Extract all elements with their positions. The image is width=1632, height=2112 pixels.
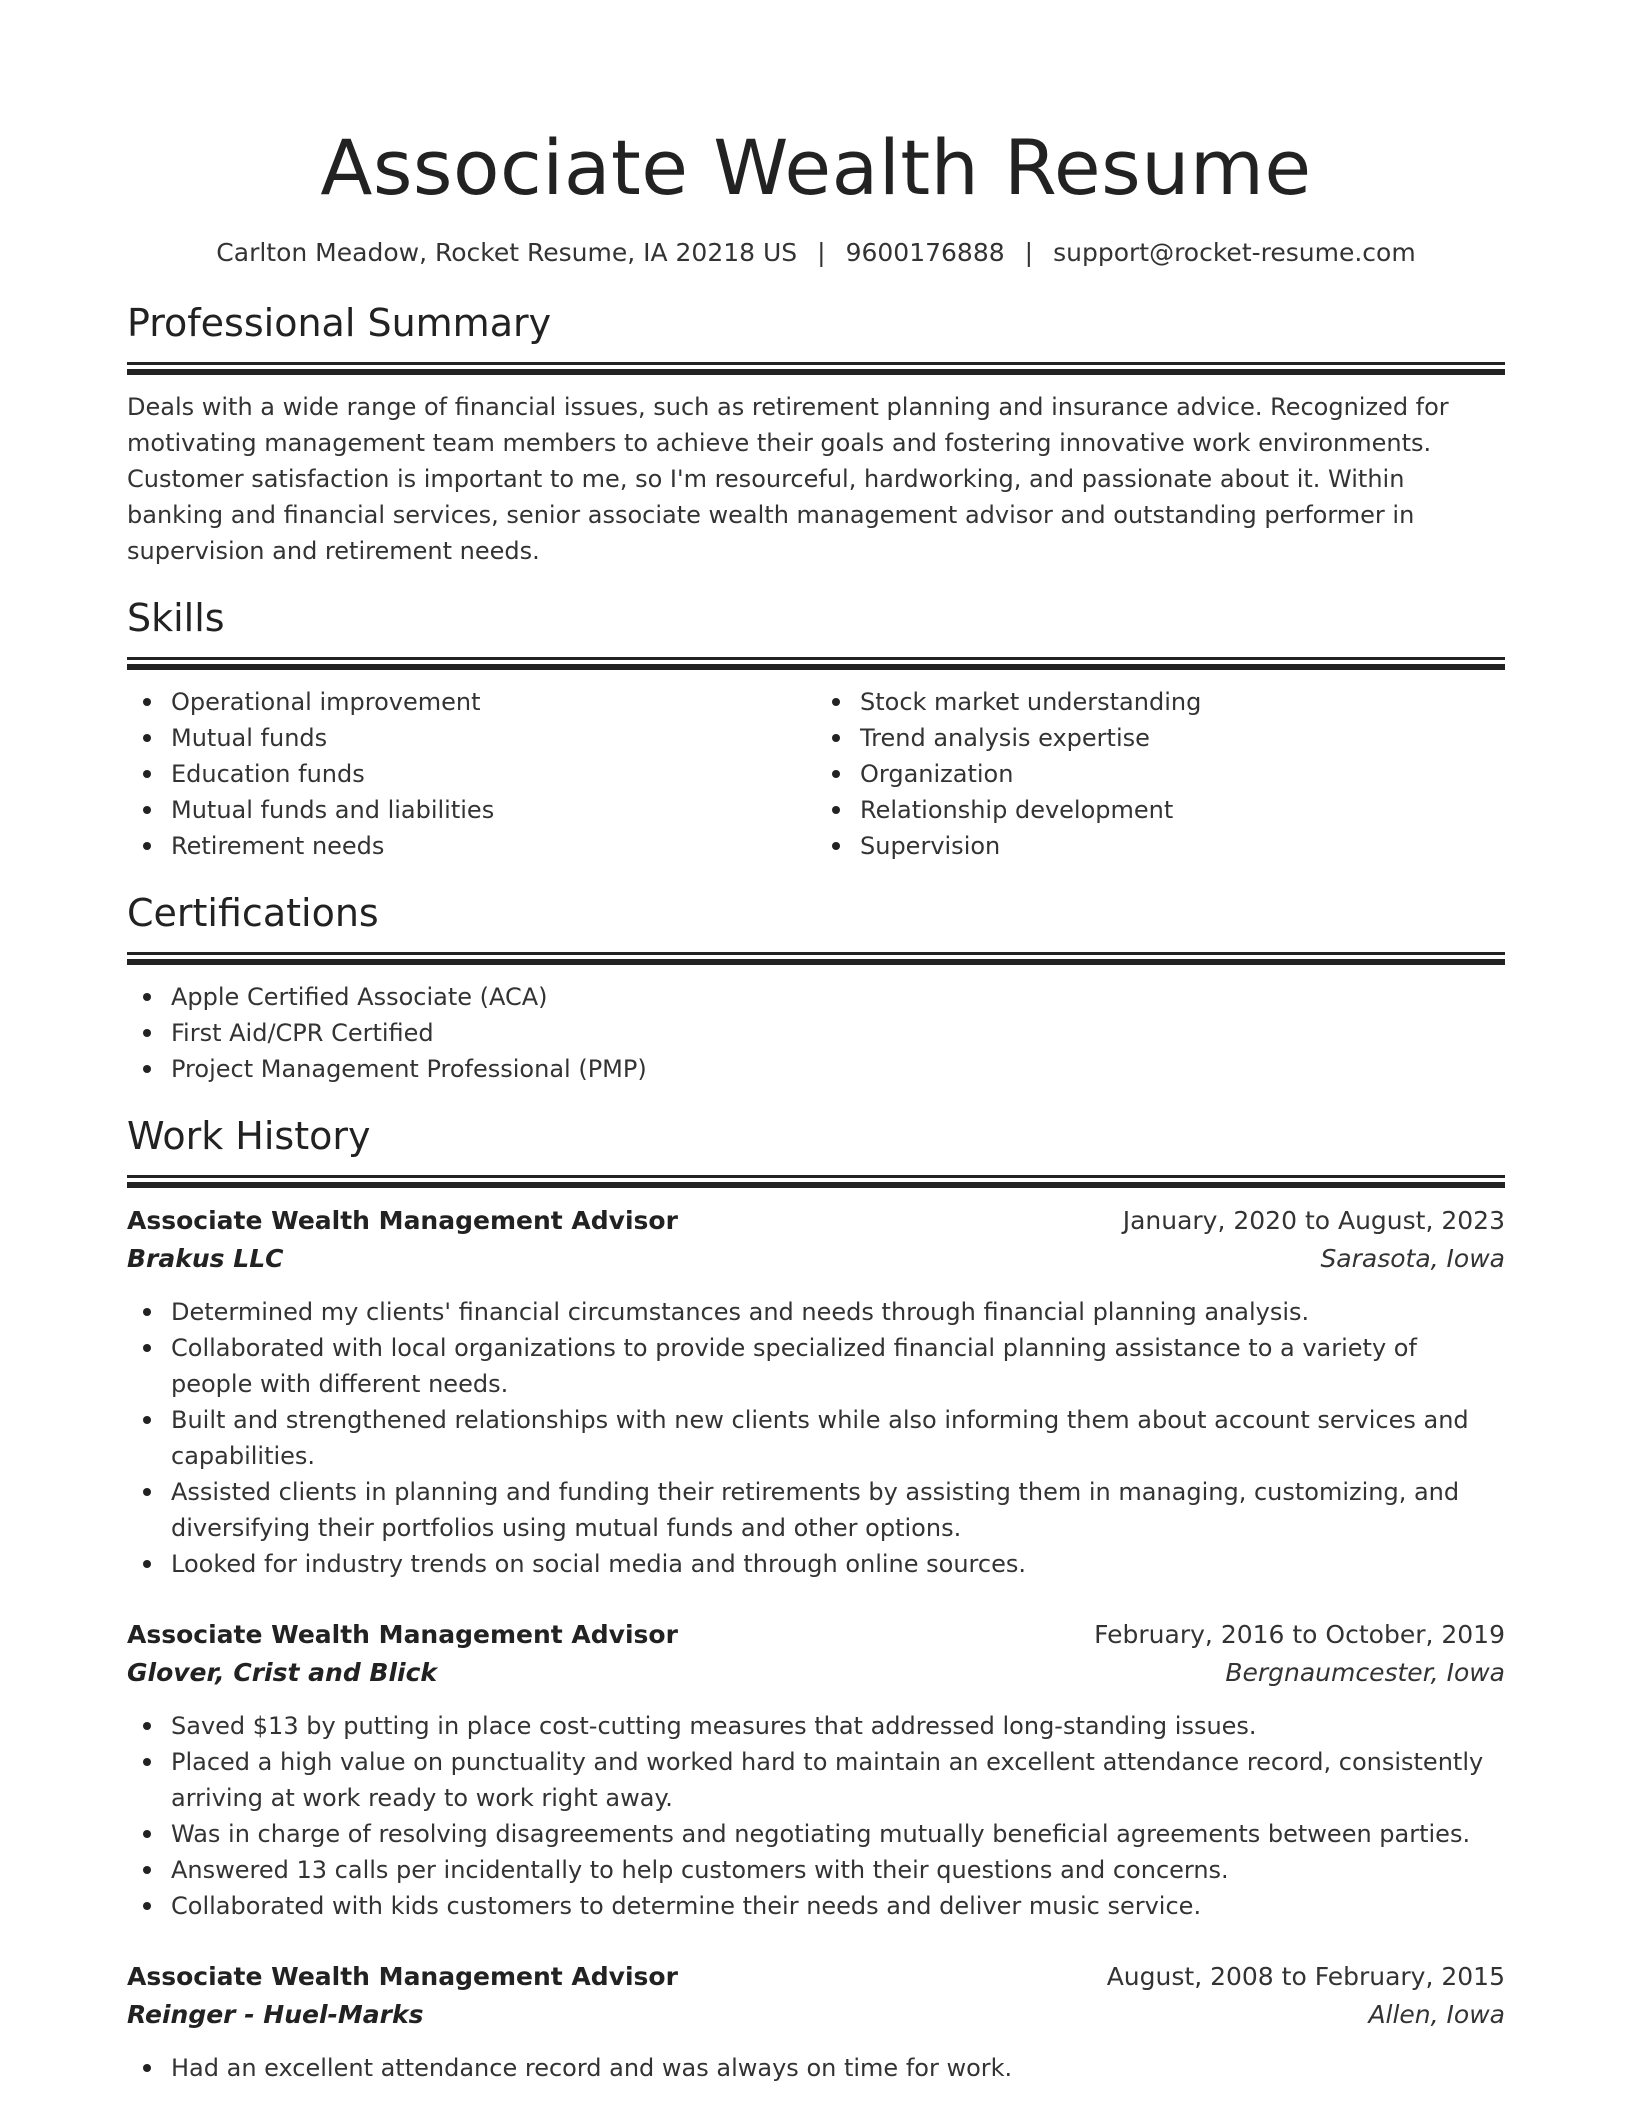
section-divider: [127, 952, 1505, 955]
job-entry: [127, 1616, 1505, 1924]
job-company-row: [127, 1240, 1505, 1278]
skills-column-right: [816, 684, 1505, 864]
certifications-section: [127, 888, 1505, 1087]
job-bullet: Built and strengthened relationships with new clients while also informing them about account services and capabilities.: [171, 1402, 1505, 1474]
skill-item: Education funds: [171, 756, 816, 792]
skills-section: [127, 593, 1505, 864]
summary-section: [127, 298, 1505, 569]
job-company: Glover, Crist and Blick: [127, 1658, 438, 1687]
skills-column-left: [127, 684, 816, 864]
skill-item: Relationship development: [860, 792, 1505, 828]
section-divider: [127, 1175, 1505, 1178]
job-bullet: Saved $13 by putting in place cost-cutting measures that addressed long-standing issues.: [171, 1708, 1505, 1744]
skill-item: Retirement needs: [171, 828, 816, 864]
section-divider-thick: [127, 1182, 1505, 1188]
job-dates: January, 2020 to August, 2023: [1122, 1206, 1505, 1235]
skill-item: Mutual funds: [171, 720, 816, 756]
contact-email: support@rocket-resume.com: [1053, 238, 1416, 267]
job-bullet: Collaborated with kids customers to determine their needs and deliver music service.: [171, 1888, 1505, 1924]
resume-title: Associate Wealth Resume: [320, 123, 1312, 212]
job-entry: [127, 1202, 1505, 1582]
skills-grid: [127, 684, 1505, 864]
certification-item: Project Management Professional (PMP): [171, 1051, 1505, 1087]
skill-item: Operational improvement: [171, 684, 816, 720]
section-divider-thick: [127, 369, 1505, 375]
job-entry: [127, 1958, 1505, 2086]
job-bullet: Had an excellent attendance record and was always on time for work.: [171, 2050, 1505, 2086]
contact-line: [127, 236, 1505, 270]
skills-list-right: [816, 684, 1505, 864]
job-bullet: Assisted clients in planning and funding their retirements by assisting them in managing, customizing, and diversifying their portfolios using mutual funds and other options.: [171, 1474, 1505, 1546]
job-location: Bergnaumcester, Iowa: [1225, 1658, 1505, 1687]
section-divider: [127, 657, 1505, 660]
contact-separator: |: [817, 238, 826, 267]
job-bullets: [127, 1708, 1505, 1924]
contact-separator: |: [1024, 238, 1034, 267]
job-bullet: Was in charge of resolving disagreements and negotiating mutually beneficial agreements between parties.: [171, 1816, 1505, 1852]
job-bullets: [127, 2050, 1505, 2086]
work-history-section: [127, 1111, 1505, 2086]
job-dates: August, 2008 to February, 2015: [1106, 1962, 1505, 1991]
job-bullet: Answered 13 calls per incidentally to help customers with their questions and concerns.: [171, 1852, 1505, 1888]
skill-item: Supervision: [860, 828, 1505, 864]
job-bullet: Placed a high value on punctuality and worked hard to maintain an excellent attendance record, consistently arriving at work ready to work right away.: [171, 1744, 1505, 1816]
job-company: Reinger - Huel-Marks: [127, 2000, 424, 2029]
section-divider: [127, 362, 1505, 365]
certifications-list: [127, 979, 1505, 1087]
job-header-row: [127, 1202, 1505, 1240]
skills-heading: Skills: [127, 596, 225, 640]
contact-address: Carlton Meadow, Rocket Resume, IA 20218 US: [216, 238, 798, 267]
job-bullet: Collaborated with local organizations to provide specialized financial planning assistance to a variety of people with different needs.: [171, 1330, 1505, 1402]
job-dates: February, 2016 to October, 2019: [1094, 1620, 1505, 1649]
certification-item: First Aid/CPR Certified: [171, 1015, 1505, 1051]
job-company-row: [127, 1996, 1505, 2034]
job-location: Allen, Iowa: [1368, 2000, 1505, 2029]
summary-text: Deals with a wide range of financial issues, such as retirement planning and insurance advice. Recognized for motivating management team members to achieve their goals and fostering innovative work environments. Customer satisfaction is important to me, so I'm resourceful, hardworking, and passionate about it. Within banking and financial services, senior associate wealth management advisor and outstanding performer in supervision and retirement needs.: [127, 393, 1449, 565]
skill-item: Trend analysis expertise: [860, 720, 1505, 756]
job-title: Associate Wealth Management Advisor: [127, 1962, 678, 1991]
job-bullets: [127, 1294, 1505, 1582]
job-bullet: Determined my clients' financial circumstances and needs through financial planning analysis.: [171, 1294, 1505, 1330]
section-divider-thick: [127, 959, 1505, 965]
job-title: Associate Wealth Management Advisor: [127, 1620, 678, 1649]
job-header-row: [127, 1616, 1505, 1654]
certification-item: Apple Certified Associate (ACA): [171, 979, 1505, 1015]
job-title: Associate Wealth Management Advisor: [127, 1206, 678, 1235]
skill-item: Organization: [860, 756, 1505, 792]
work-history-heading: Work History: [127, 1114, 371, 1158]
section-divider-thick: [127, 664, 1505, 670]
job-header-row: [127, 1958, 1505, 1996]
job-bullet: Looked for industry trends on social media and through online sources.: [171, 1546, 1505, 1582]
job-company: Brakus LLC: [127, 1244, 284, 1273]
summary-heading: Professional Summary: [127, 301, 552, 345]
contact-phone: 9600176888: [845, 238, 1005, 267]
skill-item: Stock market understanding: [860, 684, 1505, 720]
certifications-heading: Certifications: [127, 891, 379, 935]
job-company-row: [127, 1654, 1505, 1692]
skills-list-left: [127, 684, 816, 864]
skill-item: Mutual funds and liabilities: [171, 792, 816, 828]
job-location: Sarasota, Iowa: [1320, 1244, 1505, 1273]
